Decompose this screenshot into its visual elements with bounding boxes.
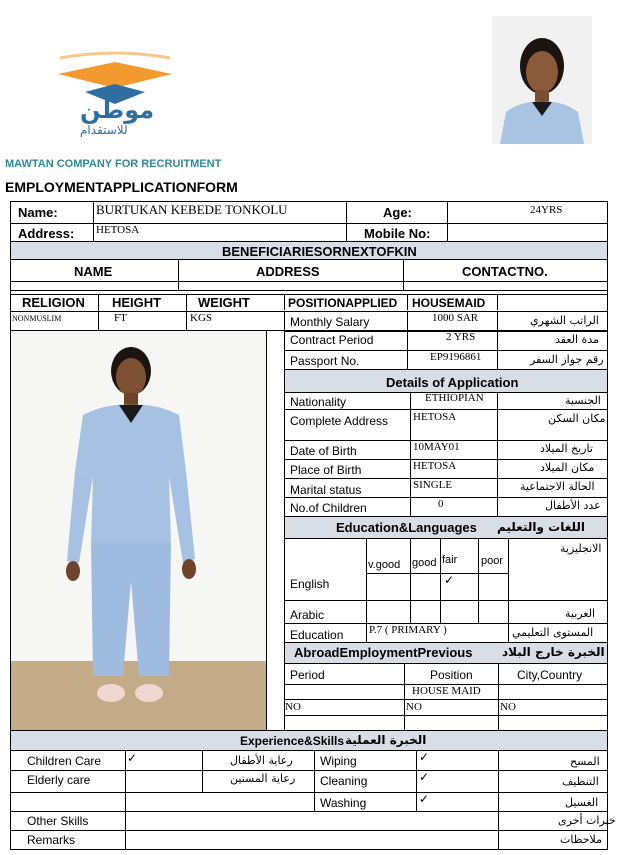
abroad-heading: AbroadEmploymentPrevious <box>294 645 473 660</box>
education-level-value: P.7 ( PRIMARY ) <box>369 624 447 636</box>
children-care-arabic: رعاية الأطفال <box>230 754 293 767</box>
cleaning-check: ✓ <box>419 770 430 784</box>
washing-arabic: الغسيل <box>565 796 599 809</box>
name-label: Name: <box>18 205 58 220</box>
nationality-label: Nationality <box>290 395 347 409</box>
kin-col-address: ADDRESS <box>256 264 320 279</box>
arabic-language-arabic: العربية <box>565 607 596 620</box>
pob-label: Place of Birth <box>290 463 362 477</box>
children-value: 0 <box>438 498 444 510</box>
children-care-check: ✓ <box>127 751 138 765</box>
passport-arabic: رقم جواز السفر <box>530 353 604 366</box>
english-fair-check: ✓ <box>444 573 455 587</box>
abroad-period-value: NO <box>285 701 301 713</box>
arabic-language-label: Arabic <box>290 608 325 622</box>
name-value: BURTUKAN KEBEDE TONKOLU <box>96 202 288 217</box>
nationality-arabic: الجنسية <box>565 394 601 407</box>
children-arabic: عدد الأطفال <box>545 499 601 512</box>
english-label: English <box>290 577 330 591</box>
complete-address-arabic: مكان السكن <box>548 412 606 425</box>
other-skills-label: Other Skills <box>27 814 89 828</box>
abroad-heading-arabic: الخبرة خارج البلاد <box>502 645 605 659</box>
marital-value: SINGLE <box>413 479 453 491</box>
age-label: Age: <box>383 205 412 220</box>
marital-arabic: الحالة الاجتماعية <box>520 480 595 493</box>
height-value: FT <box>114 312 127 324</box>
marital-label: Marital status <box>290 483 362 497</box>
passport-value: EP9196861 <box>430 351 482 363</box>
elderly-care-label: Elderly care <box>27 773 91 787</box>
level-poor: poor <box>481 555 504 567</box>
remarks-label: Remarks <box>27 833 76 847</box>
level-fair: fair <box>442 554 458 566</box>
mobile-label: Mobile No: <box>364 226 431 241</box>
complete-address-label: Complete Address <box>290 414 389 428</box>
abroad-position-no: NO <box>406 701 422 713</box>
address-value: HETOSA <box>96 224 140 236</box>
remarks-arabic: ملاحظات <box>560 833 602 846</box>
washing-label: Washing <box>320 796 367 810</box>
level-good: good <box>412 557 437 569</box>
children-care-label: Children Care <box>27 754 102 768</box>
education-heading: Education&Languages <box>336 520 477 535</box>
washing-check: ✓ <box>419 792 430 806</box>
height-label: HEIGHT <box>112 295 162 310</box>
salary-arabic: الراتب الشهري <box>530 314 599 327</box>
abroad-position-value: HOUSE MAID <box>412 685 481 697</box>
elderly-care-arabic: رعاية المسنين <box>230 772 296 785</box>
experience-heading: Experience&Skills <box>240 734 345 748</box>
wiping-check: ✓ <box>419 750 430 764</box>
company-logo <box>40 48 190 143</box>
dob-label: Date of Birth <box>290 444 357 458</box>
address-label: Address: <box>18 226 75 241</box>
nationality-value: ETHIOPIAN <box>425 392 484 404</box>
salary-label: Monthly Salary <box>290 315 370 329</box>
pob-value: HETOSA <box>413 460 457 472</box>
abroad-col-period: Period <box>290 668 325 682</box>
wiping-arabic: المسح <box>570 755 600 768</box>
wiping-label: Wiping <box>320 754 357 768</box>
abroad-city-value: NO <box>500 701 516 713</box>
children-label: No.of Children <box>290 501 367 515</box>
kin-col-name: NAME <box>74 264 113 279</box>
position-applied-label: POSITIONAPPLIED <box>288 296 398 310</box>
cleaning-arabic: التنظيف <box>562 775 599 788</box>
pob-arabic: مكان الميلاد <box>540 461 595 474</box>
dob-value: 10MAY01 <box>413 441 460 453</box>
cleaning-label: Cleaning <box>320 774 368 788</box>
portrait-photo <box>492 16 592 144</box>
passport-label: Passport No. <box>290 354 360 368</box>
weight-label: WEIGHT <box>198 295 250 310</box>
age-value: 24YRS <box>530 204 563 216</box>
contract-label: Contract Period <box>290 333 374 347</box>
details-heading: Details of Application <box>386 375 519 390</box>
contract-value: 2 YRS <box>446 331 476 343</box>
kin-heading: BENEFICIARIESORNEXTOFKIN <box>222 244 417 259</box>
logo-arabic-tagline: للاستقدام <box>80 123 128 137</box>
complete-address-value: HETOSA <box>413 411 457 423</box>
abroad-col-city: City,Country <box>517 668 583 682</box>
weight-value: KGS <box>190 312 213 324</box>
experience-heading-arabic: الخبرة العملية <box>345 733 427 747</box>
education-heading-arabic: اللغات والتعليم <box>497 520 585 534</box>
kin-col-contact: CONTACTNO. <box>462 264 548 279</box>
level-vgood: v.good <box>368 559 401 571</box>
religion-label: RELIGION <box>22 295 85 310</box>
education-level-arabic: المستوى التعليمي <box>512 626 594 639</box>
education-level-label: Education <box>290 628 344 642</box>
full-body-photo <box>11 331 266 730</box>
salary-value: 1000 SAR <box>432 312 479 324</box>
contract-arabic: مدة العقد <box>555 333 599 346</box>
dob-arabic: تاريخ الميلاد <box>540 442 593 455</box>
abroad-col-position: Position <box>430 668 473 682</box>
english-arabic: الانجليزية <box>560 542 602 555</box>
logo-arabic-name: موطن <box>80 96 155 124</box>
religion-value: NONMUSLIM <box>12 314 62 323</box>
company-name: MAWTAN COMPANY FOR RECRUITMENT <box>5 158 222 170</box>
form-title: EMPLOYMENTAPPLICATIONFORM <box>5 179 238 195</box>
position-applied-value: HOUSEMAID <box>412 296 486 310</box>
other-skills-arabic: خبرات أخرى <box>558 814 616 827</box>
